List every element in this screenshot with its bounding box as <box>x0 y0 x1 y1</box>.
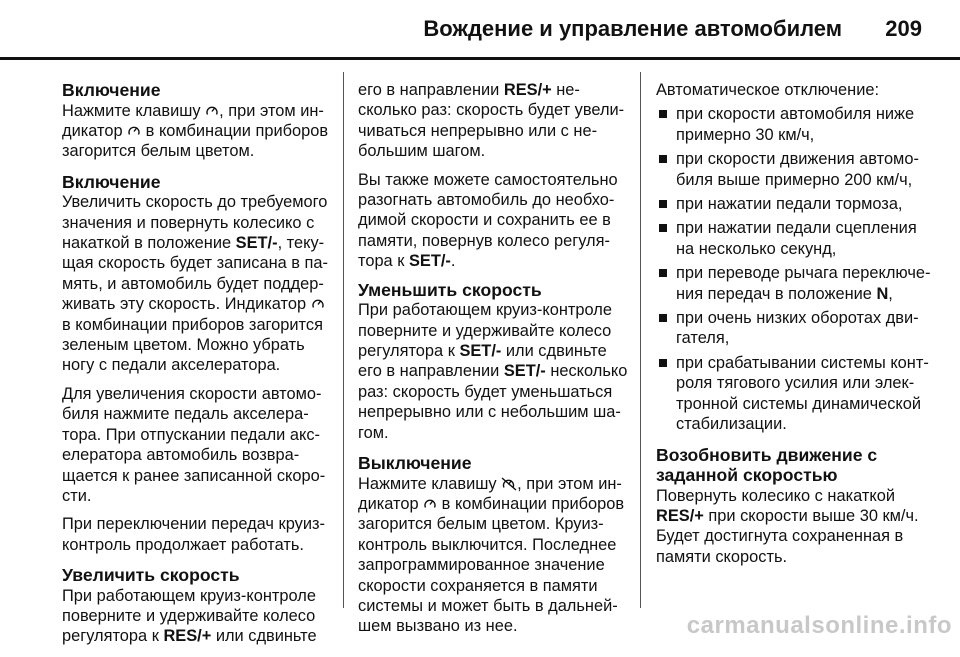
column-2 <box>358 80 633 647</box>
section-heading: Выключение <box>358 453 472 473</box>
cruise-control-off-icon <box>501 477 517 491</box>
paragraph: Для увеличения скорости автомо-биля нажмите педаль акселера-тора. При отпускании педали акс-елератора автомобиль возвра-щается к ранее записанной скоро-сти. <box>62 384 326 505</box>
list-item: при нажатии педали тормоза, <box>656 194 931 214</box>
cruise-control-icon <box>311 297 325 311</box>
section-decrease-speed <box>358 280 633 443</box>
paragraph: Повернуть колесико с накаткой RES/+ при скорости выше 30 км/ч. Будет достигнута сохраненная в памяти скорость. <box>656 486 919 566</box>
auto-disable-list <box>656 104 931 434</box>
paragraph: Нажмите клавишу , при этом ин-дикатор в комбинации приборов загорится белым цветом. Круиз-контроль выключится. Последнее запрограммированное значение скорости сохраняется в памяти системы и может быть в дальней-шем вызвано из нее. <box>358 474 625 636</box>
paragraph: Нажмите клавишу , при этом ин-дикатор в комбинации приборов загорится белым цветом. <box>62 101 329 161</box>
paragraph: Вы также можете самостоятельно разогнать автомобиль до необхо-димой скорости и сохранить ее в памяти, повернув колесо регуля-тора к SET/-. <box>358 170 618 271</box>
section-enable <box>62 80 337 162</box>
page-header <box>0 0 960 60</box>
page-title: Вождение и управление автомобилем <box>423 16 842 41</box>
paragraph: Увеличить скорость до требуемого значения и повернуть колесико с накаткой в положение SET/-, теку-щая скорость будет записана в па-мять, и автомобиль будет поддер-живать эту скорость. Индикатор в комбинации приборов загорится зеленым цветом. Можно убрать ногу с педали акселератора. <box>62 193 329 375</box>
section-activate <box>62 172 337 555</box>
list-item: при скорости движения автомо-биля выше примерно 200 км/ч, <box>656 149 931 190</box>
paragraph: При работающем круиз-контроле поверните и удерживайте колесо регулятора к RES/+ или сдвиньте <box>62 586 317 646</box>
column-3 <box>656 80 931 577</box>
column-1 <box>62 80 337 657</box>
watermark: carmanualsonline.info <box>686 612 952 639</box>
section-increase-speed <box>62 565 337 647</box>
paragraph: его в направлении RES/+ не-сколько раз: скорость будет увели-чиваться непрерывно или с не-большим шагом. <box>358 81 625 161</box>
list-item: при скорости автомобиля ниже примерно 30 км/ч, <box>656 104 931 145</box>
section-heading: Уменьшить скорость <box>358 279 542 300</box>
list-item: при очень низких оборотах дви-гателя, <box>656 308 931 349</box>
section-heading: Включение <box>62 171 161 192</box>
list-item: при переводе рычага переключе-ния передач в положение N, <box>656 263 931 304</box>
section-heading: Увеличить скорость <box>62 565 240 586</box>
header-rule <box>0 57 960 60</box>
section-heading: Включение <box>62 80 161 100</box>
cruise-control-icon <box>423 497 437 511</box>
paragraph: При работающем круиз-контроле поверните и удерживайте колесо регулятора к SET/- или сдвиньте его в направлении SET/- несколько раз: скорость будет уменьшаться непрерывно или с небольшим ша-гом. <box>358 301 628 442</box>
paragraph: Автоматическое отключение: <box>656 81 880 99</box>
column-divider <box>640 72 641 608</box>
column-divider <box>343 72 344 608</box>
section-heading: Возобновить движение с заданной скоростью <box>656 444 878 485</box>
list-item: при нажатии педали сцепления на несколько секунд, <box>656 218 931 259</box>
section-disable <box>358 453 633 637</box>
list-item: при срабатывании системы конт-роля тягового усилия или элек-тронной системы динамической стабилизации. <box>656 353 931 435</box>
section-resume <box>656 445 931 568</box>
cruise-control-icon <box>127 124 141 138</box>
cruise-control-icon <box>205 104 219 118</box>
page-number: 209 <box>885 16 922 41</box>
paragraph: При переключении передач круиз-контроль продолжает работать. <box>62 515 325 554</box>
